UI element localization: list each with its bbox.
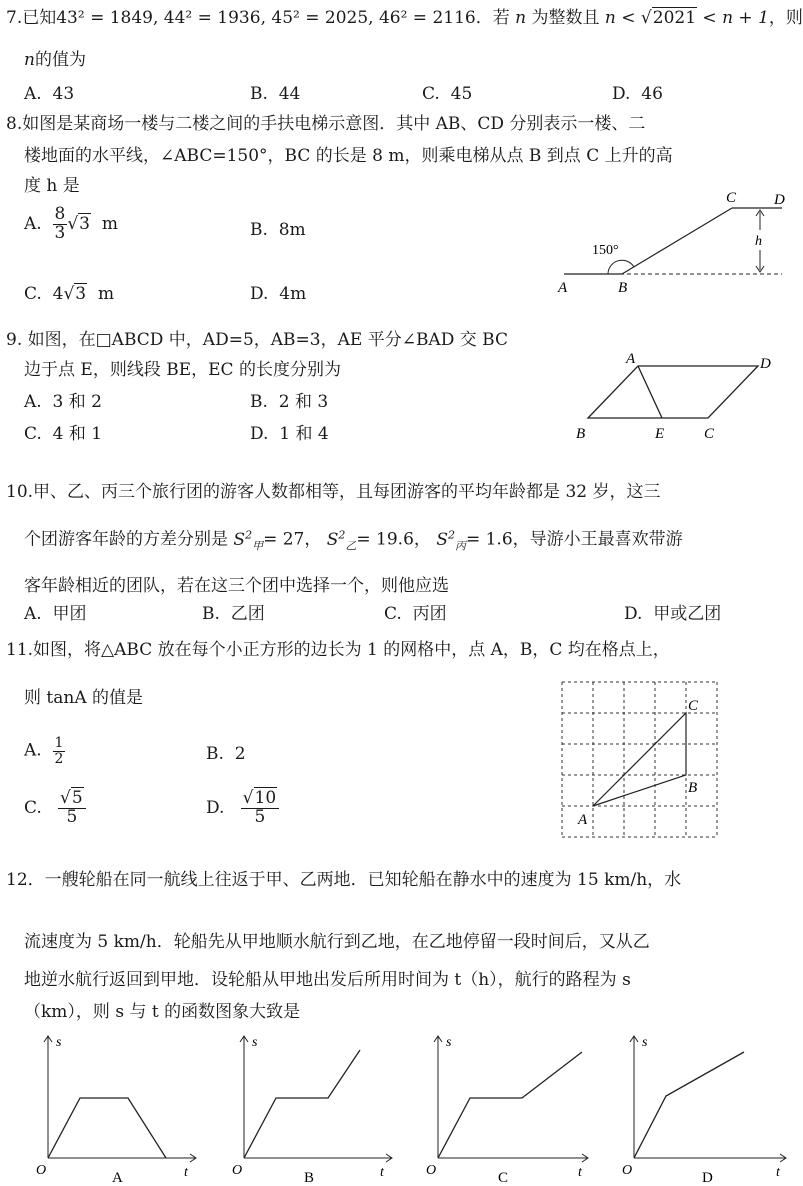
variance-bing: $S^2_丙$: [436, 528, 466, 553]
fraction: [53, 206, 68, 243]
unit: m: [97, 284, 115, 304]
graph-label: A: [112, 1170, 123, 1186]
option-label: B.: [250, 84, 268, 104]
grid-triangle-figure: [556, 676, 726, 846]
variance-yi: $S^2_乙$: [326, 528, 357, 553]
angle-arc: [608, 260, 634, 274]
label-a: A: [626, 351, 636, 367]
graph-a: [34, 1030, 202, 1184]
option-label: C.: [24, 797, 42, 818]
label-b: B: [618, 280, 628, 296]
option-label: C.: [24, 424, 42, 444]
q10-line2-b: ，导游小王最喜欢带游: [512, 529, 683, 550]
q9-line1: 9. 如图，在□ABCD 中，AD=5，AB=3，AE 平分∠BAD 交 BC: [6, 330, 508, 350]
denominator: 5: [66, 806, 78, 827]
graph-c: [424, 1030, 594, 1184]
fraction: [241, 790, 279, 827]
radicand: 10: [254, 788, 277, 808]
y-label: s: [252, 1035, 258, 1050]
option-label: A.: [24, 740, 42, 761]
q11-option-a[interactable]: [24, 736, 65, 766]
option-label: A.: [24, 84, 42, 104]
numerator: 8: [54, 204, 66, 224]
radicand: 3: [75, 284, 87, 304]
option-label: C.: [422, 84, 440, 104]
q9-option-b[interactable]: [250, 392, 328, 412]
q9-option-a[interactable]: [24, 392, 102, 412]
option-label: D.: [624, 604, 643, 624]
segment-ae: [638, 366, 662, 418]
q7-radicand: 2021: [652, 8, 697, 28]
q9-line2: 边于点 E，则线段 BE，EC 的长度分别为: [24, 360, 341, 380]
option-label: D.: [250, 424, 269, 444]
q10-line2: 个团游客年龄的方差分别是 $S^2_甲= 27$， $S^2_乙= 19.6$， $S^2_丙= 1.6$，导游小王最喜欢带游: [24, 528, 683, 553]
q7-line2-text: 的值为: [34, 50, 86, 70]
unit: m: [101, 213, 118, 234]
q10-option-b[interactable]: [202, 604, 265, 624]
q7-tail: ，则: [768, 8, 803, 28]
triangle-abc: [593, 713, 686, 806]
q11-option-c[interactable]: [24, 790, 86, 827]
origin-label: O: [36, 1163, 47, 1178]
graph-label: C: [498, 1170, 509, 1186]
fraction: [58, 790, 86, 827]
label-b: B: [688, 780, 698, 796]
option-text: 44: [278, 84, 301, 104]
label-a: A: [558, 280, 568, 296]
graph-d: [620, 1030, 792, 1184]
option-text: 甲或乙团: [653, 604, 722, 624]
q10-line2-a: 个团游客年龄的方差分别是: [24, 529, 228, 550]
y-label: s: [56, 1035, 62, 1050]
fraction: [53, 736, 66, 766]
denominator: 2: [54, 750, 64, 767]
value-bing: = 1.6: [465, 529, 513, 550]
option-text: 43: [52, 84, 75, 104]
option-label: D.: [250, 284, 269, 304]
escalator-figure: [552, 186, 792, 298]
option-label: B.: [202, 604, 220, 624]
option-text: 丙团: [412, 604, 447, 624]
graph-line: [244, 1050, 360, 1158]
label-a: A: [578, 812, 588, 828]
option-text: 2 和 3: [278, 392, 329, 412]
q7-line1: 7.已知43² = 1849, 44² = 1936, 45² = 2025, 46² = 2116．若 n 为整数且 n < √2021 < n + 1，则: [6, 8, 803, 28]
label-b: B: [576, 426, 586, 442]
q7-line2: [24, 50, 86, 70]
q8-option-b[interactable]: [250, 220, 306, 240]
subscript: 甲: [252, 539, 264, 553]
q8-line3: 度 h 是: [24, 176, 80, 196]
q11-line1: 11.如图，将△ABC 放在每个小正方形的边长为 1 的网格中，点 A，B，C 均在格点上，: [6, 640, 670, 660]
option-text: 2: [234, 744, 246, 764]
q9-option-c[interactable]: [24, 424, 102, 444]
option-text: 46: [641, 84, 663, 104]
q7-option-d[interactable]: [612, 84, 663, 104]
q8-line2: 楼地面的水平线，∠ABC=150°，BC 的长是 8 m，则乘电梯从点 B 到点 C 上升的高: [24, 146, 673, 166]
q7-cond-a: ．若: [475, 8, 510, 28]
origin-label: O: [622, 1163, 633, 1178]
variance-jia: $S^2_甲$: [233, 528, 264, 553]
q8-option-d[interactable]: [250, 284, 306, 304]
option-label: C.: [384, 604, 402, 624]
label-d: D: [760, 356, 771, 372]
q7-cond-b: 为整数且: [531, 8, 600, 28]
q11-option-b[interactable]: [206, 744, 246, 764]
option-label: B.: [206, 744, 224, 764]
graph-line: [438, 1052, 582, 1158]
option-text: 甲团: [52, 604, 87, 624]
q7-var-n: n: [515, 8, 527, 28]
option-text: 45: [450, 84, 473, 104]
option-text: 4 和 1: [52, 424, 103, 444]
option-label: B.: [250, 220, 268, 240]
y-label: s: [642, 1035, 648, 1050]
origin-label: O: [232, 1163, 243, 1178]
option-label: B.: [250, 392, 268, 412]
q7-lead: 已知: [22, 8, 57, 28]
option-text: 1 和 4: [279, 424, 329, 444]
graph-b: [230, 1030, 398, 1184]
q12-line2: 流速度为 5 km/h．轮船先从甲地顺水航行到乙地，在乙地停留一段时间后，又从乙: [24, 932, 650, 952]
q7-option-a[interactable]: [24, 84, 74, 104]
parallelogram-abcd: [588, 366, 758, 418]
option-label: D.: [206, 797, 225, 818]
q7-ineq-left: n <: [604, 8, 641, 28]
q7-option-b[interactable]: [250, 84, 300, 104]
q12-line4: （km），则 s 与 t 的函数图象大致是: [24, 1002, 301, 1022]
x-label: t: [578, 1165, 582, 1180]
q10-option-c[interactable]: [384, 604, 447, 624]
label-e: E: [655, 426, 665, 442]
option-text: 乙团: [230, 604, 265, 624]
graph-label: B: [304, 1170, 315, 1186]
graph-line: [634, 1052, 744, 1158]
q7-facts: 43² = 1849, 44² = 1936, 45² = 2025, 46² = 2116: [56, 8, 476, 28]
q10-line1: 10.甲、乙、丙三个旅行团的游客人数都相等，且每团游客的平均年龄都是 32 岁，这三: [6, 482, 661, 502]
label-c: C: [726, 190, 737, 206]
option-label: A.: [24, 392, 42, 412]
x-label: t: [380, 1165, 384, 1180]
numerator: 1: [54, 735, 64, 751]
option-text: 3 和 2: [52, 392, 102, 412]
q7-number: 7.: [6, 8, 23, 28]
label-c: C: [704, 426, 715, 442]
graph-line: [48, 1098, 166, 1158]
q12-line3: 地逆水航行返回到甲地．设轮船从甲地出发后所用时间为 t（h），航行的路程为 s: [24, 970, 631, 990]
coefficient: 4: [52, 284, 64, 304]
q8-line1: 8.如图是某商场一楼与二楼之间的手扶电梯示意图．其中 AB、CD 分别表示一楼、二: [6, 114, 646, 134]
x-label: t: [776, 1165, 780, 1180]
q7-line2-n: n: [24, 50, 35, 70]
q10-option-d[interactable]: [624, 604, 721, 624]
q7-option-c[interactable]: [422, 84, 472, 104]
q9-option-d[interactable]: [250, 424, 329, 444]
option-text: 8m: [278, 220, 306, 240]
radicand: 5: [71, 788, 83, 808]
x-label: t: [184, 1165, 188, 1180]
q11-option-d[interactable]: [206, 790, 279, 827]
subscript: 丙: [454, 539, 466, 553]
option-label: A.: [24, 604, 42, 624]
label-d: D: [774, 192, 785, 208]
option-label: D.: [612, 84, 631, 104]
line-bc: [622, 208, 732, 274]
numerator: √10: [241, 790, 279, 809]
denominator: 5: [254, 806, 266, 827]
graph-label: D: [702, 1170, 713, 1186]
q10-line3: 客年龄相近的团队，若在这三个团中选择一个，则他应选: [24, 576, 449, 596]
label-c: C: [688, 698, 699, 714]
option-text: 4m: [279, 284, 307, 304]
parallelogram-figure: [570, 346, 790, 442]
q8-option-c[interactable]: C. 4√3 m: [24, 284, 115, 304]
subscript: 乙: [345, 539, 357, 553]
q11-line2: 则 tanA 的值是: [24, 688, 143, 708]
radicand: 3: [79, 213, 90, 234]
numerator: √5: [58, 790, 86, 809]
label-angle: 150°: [592, 243, 619, 258]
denominator: 3: [54, 222, 66, 243]
value-yi: = 19.6: [356, 529, 414, 550]
y-label: s: [446, 1035, 452, 1050]
option-label: A.: [24, 213, 42, 234]
q8-option-a[interactable]: A. $\frac{8}{3}$ √3 m: [24, 204, 118, 243]
option-label: C.: [24, 284, 42, 304]
origin-label: O: [426, 1163, 437, 1178]
q10-option-a[interactable]: [24, 604, 87, 624]
q7-ineq-right: < n + 1: [697, 8, 769, 28]
value-jia: = 27: [263, 529, 305, 550]
q12-line1: 12．一艘轮船在同一航线上往返于甲、乙两地．已知轮船在静水中的速度为 15 km/h，水: [6, 870, 682, 890]
label-h: h: [755, 234, 762, 249]
